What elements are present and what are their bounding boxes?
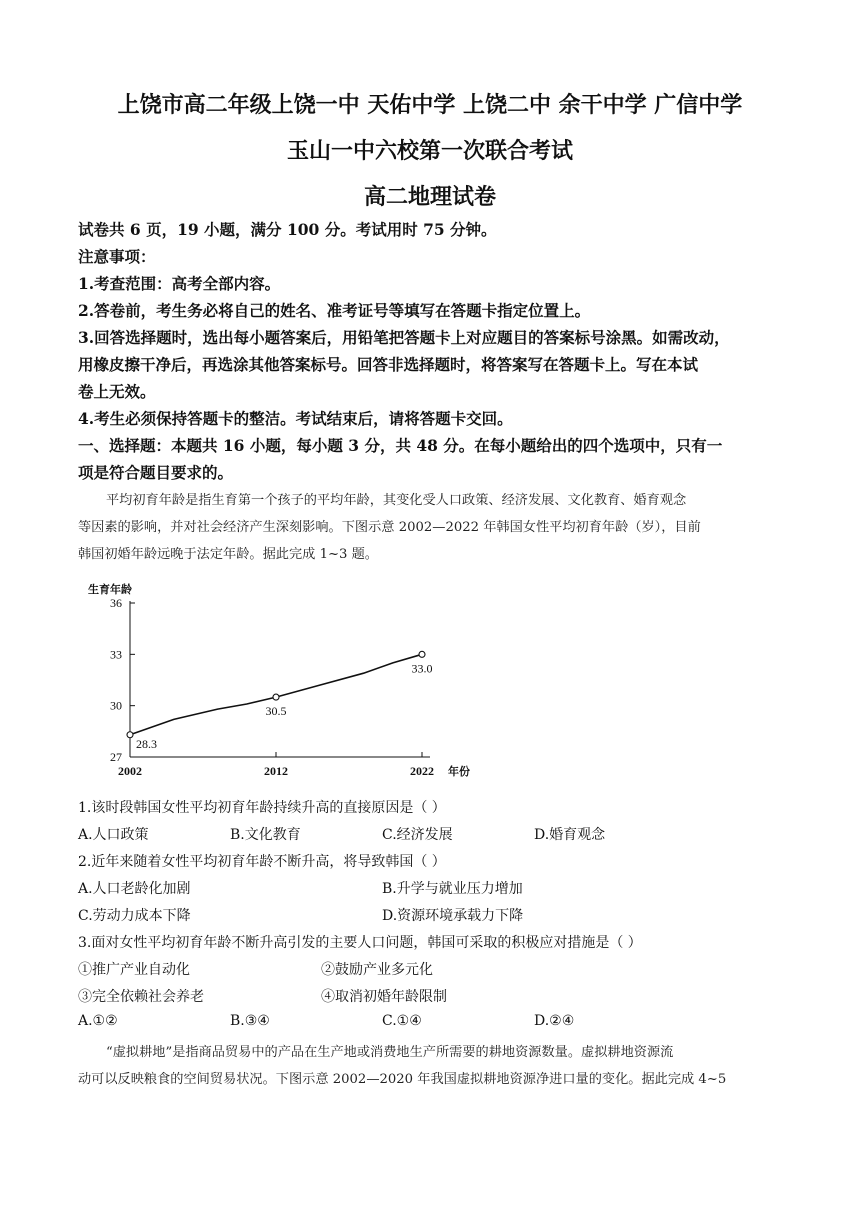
q3-option-a: A.①② (78, 1013, 118, 1029)
note-item-3-line2: 用橡皮擦干净后，再选涂其他答案标号。回答非选择题时，将答案写在答题卡上。写在本试 (78, 355, 699, 374)
q2-option-c: C.劳动力成本下降 (78, 908, 191, 924)
note-item-2: 2.答卷前，考生务必将自己的姓名、准考证号等填写在答题卡指定位置上。 (78, 301, 591, 320)
q2-stem: 2.近年来随着女性平均初育年龄不断升高，将导致韩国（ ） (78, 854, 446, 870)
q2-option-a: A.人口老龄化加剧 (78, 881, 191, 897)
x-tick-label: 2022 (410, 764, 434, 778)
q3-stem: 3.面对女性平均初育年龄不断升高引发的主要人口问题，韩国可采取的积极应对措施是（ ） (78, 935, 642, 951)
passage1-line2: 等因素的影响，并对社会经济产生深刻影响。下图示意 2002—2022 年韩国女性平均初育年龄（岁），目前 (78, 520, 701, 535)
exam-title-line1: 上饶市高二年级上饶一中 天佑中学 上饶二中 余干中学 广信中学 (117, 92, 743, 118)
q3-statement-1: ①推广产业自动化 (78, 962, 190, 978)
passage1-line1: 平均初育年龄是指生育第一个孩子的平均年龄，其变化受人口政策、经济发展、文化教育、婚育观念 (106, 493, 687, 508)
y-tick-label: 30 (110, 698, 122, 713)
note-item-3-line1: 3.回答选择题时，选出每小题答案后，用铅笔把答题卡上对应题目的答案标号涂黑。如需改动， (78, 328, 730, 347)
notes-heading: 注意事项： (78, 247, 156, 266)
data-label: 28.3 (136, 736, 157, 751)
q1-option-b: B.文化教育 (230, 827, 301, 843)
section1-line1: 一、选择题：本题共 16 小题，每小题 3 分，共 48 分。在每小题给出的四个选项中，只有一 (78, 436, 723, 455)
passage2-line1: “虚拟耕地”是指商品贸易中的产品在生产地或消费地生产所需要的耕地资源数量。虚拟耕地资源流 (106, 1045, 674, 1060)
q3-statement-3: ③完全依赖社会养老 (78, 989, 204, 1005)
q1-option-a: A.人口政策 (78, 827, 149, 843)
q3-statement-4: ④取消初婚年龄限制 (321, 989, 447, 1005)
q3-option-d: D.②④ (534, 1013, 575, 1029)
q2-option-b: B.升学与就业压力增加 (382, 881, 523, 897)
y-axis-label: 生育年龄 (88, 584, 132, 596)
note-item-1: 1.考查范围：高考全部内容。 (78, 274, 281, 293)
data-label: 33.0 (411, 661, 433, 676)
data-point (127, 732, 133, 738)
exam-title-line2: 玉山一中六校第一次联合考试 (286, 138, 573, 164)
q3-option-b: B.③④ (230, 1013, 270, 1029)
data-label: 30.5 (265, 704, 287, 719)
data-point (419, 651, 425, 657)
x-axis-label: 年份 (448, 766, 470, 778)
age-line-chart (70, 576, 490, 784)
y-tick-label: 27 (110, 750, 122, 764)
y-tick-label: 33 (110, 647, 122, 662)
x-tick-label: 2012 (264, 764, 288, 778)
y-tick-label: 36 (110, 596, 122, 610)
q3-option-c: C.①④ (382, 1013, 422, 1029)
section1-line2: 项是符合题目要求的。 (78, 463, 234, 482)
q3-statement-2: ②鼓励产业多元化 (321, 962, 433, 978)
data-point (273, 694, 279, 700)
exam-intro: 试卷共 6 页，19 小题，满分 100 分。考试用时 75 分钟。 (78, 220, 497, 239)
note-item-4: 4.考生必须保持答题卡的整洁。考试结束后，请将答题卡交回。 (78, 409, 513, 428)
q2-option-d: D.资源环境承载力下降 (382, 908, 524, 924)
note-item-3-line3: 卷上无效。 (78, 382, 156, 401)
exam-title-line3: 高二地理试卷 (363, 184, 496, 210)
x-tick-label: 2002 (118, 764, 142, 778)
q1-option-c: C.经济发展 (382, 827, 453, 843)
q1-stem: 1.该时段韩国女性平均初育年龄持续升高的直接原因是（ ） (78, 800, 446, 816)
passage2-line2: 动可以反映粮食的空间贸易状况。下图示意 2002—2020 年我国虚拟耕地资源净进口量的变化。据此完成 4~5 (78, 1072, 727, 1087)
q1-option-d: D.婚育观念 (534, 827, 606, 843)
passage1-line3: 韩国初婚年龄远晚于法定年龄。据此完成 1~3 题。 (78, 547, 378, 562)
